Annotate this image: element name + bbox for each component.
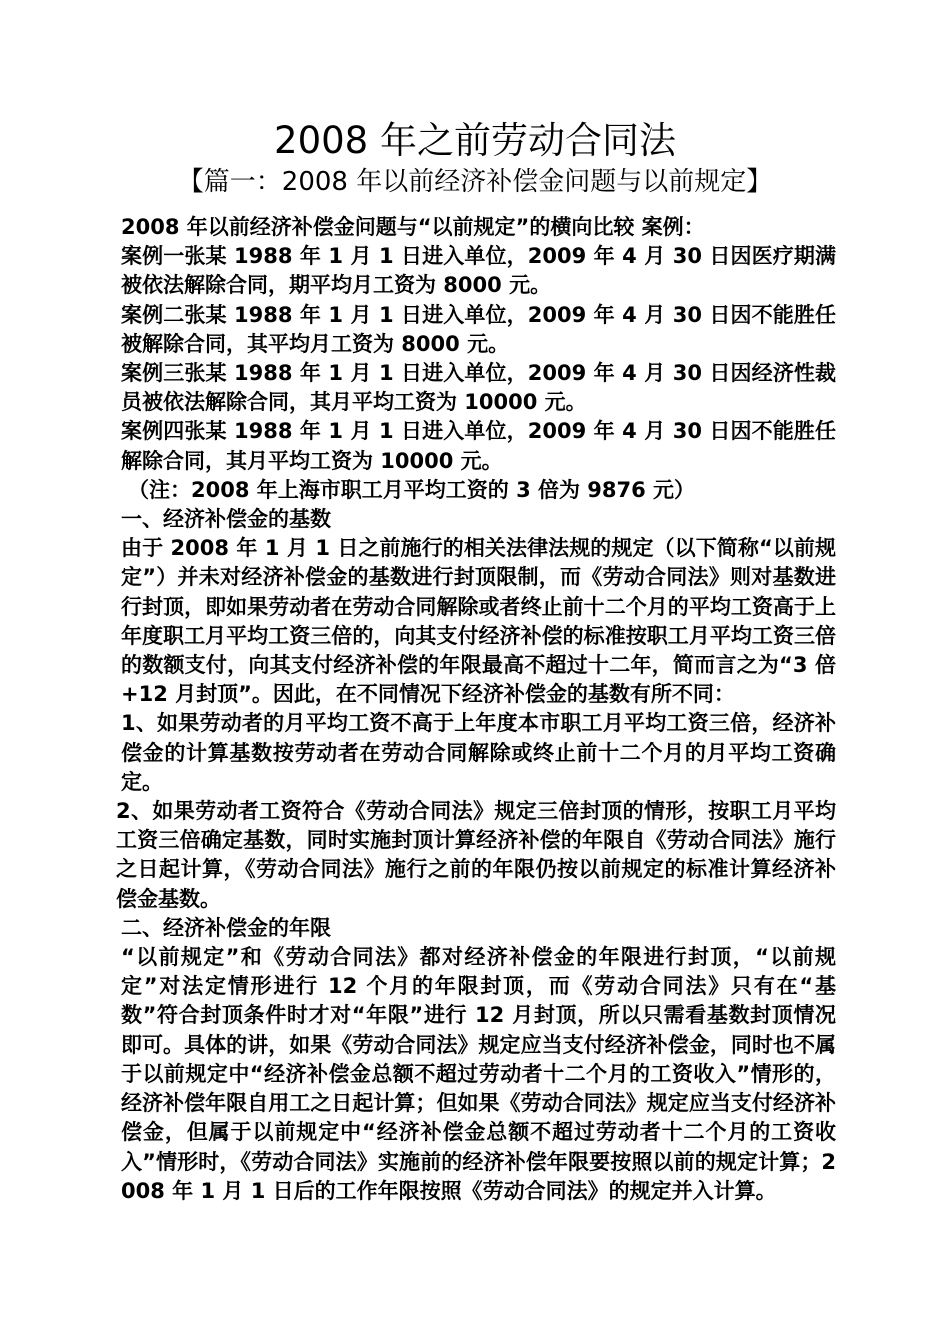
case-one-paragraph: 案例一张某 1988 年 1 月 1 日进入单位，2009 年 4 月 30 日因医疗期满被依法解除合同，期平均月工资为 8000 元。: [121, 244, 836, 298]
case-two-paragraph: 案例二张某 1988 年 1 月 1 日进入单位，2009 年 4 月 30 日因不能胜任被解除合同，其平均月工资为 8000 元。: [121, 302, 836, 356]
section-heading-base: 一、经济补偿金的基数: [121, 507, 331, 532]
intro-paragraph: 2008 年以前经济补偿金问题与“以前规定”的横向比较 案例：: [121, 215, 705, 239]
base-explanation-paragraph: 由于 2008 年 1 月 1 日之前施行的相关法律法规的规定（以下简称“以前规定”）并未对经济补偿金的基数进行封顶限制，而《劳动合同法》则对基数进行封顶，即如果劳动者在劳动合同解除或者终止前十二个月的平均工资高于上年度职工月平均工资三倍的，向其支付经济补偿的标准按职工月平均工资三倍的数额支付，向其支付经济补偿的年限最高不超过十二年，简而言之为“3 倍+12 月封顶”。因此，在不同情况下经济补偿金的基数有所不同：: [121, 536, 836, 707]
years-explanation-paragraph: “以前规定”和《劳动合同法》都对经济补偿金的年限进行封顶，“以前规定”对法定情形进行 12 个月的年限封顶，而《劳动合同法》只有在“基数”符合封顶条件时才对“年限”进行 12 月封顶，所以只需看基数封顶情况即可。具体的讲，如果《劳动合同法》规定应当支付经济补偿金，同时也不属于以前规定中“经济补偿金总额不超过劳动者十二个月的工资收入”情形的，经济补偿年限自用工之日起计算；但如果《劳动合同法》规定应当支付经济补偿金，但属于以前规定中“经济补偿金总额不超过劳动者十二个月的工资收入”情形时，《劳动合同法》实施前的经济补偿年限要按照以前的规定计算；2008 年 1 月 1 日后的工作年限按照《劳动合同法》的规定并入计算。: [121, 945, 836, 1203]
document-subtitle: 【篇一：2008 年以前经济补偿金问题与以前规定】: [177, 167, 773, 197]
section-heading-years: 二、经济补偿金的年限: [121, 915, 331, 940]
case-three-paragraph: 案例三张某 1988 年 1 月 1 日进入单位，2009 年 4 月 30 日因经济性裁员被依法解除合同，其月平均工资为 10000 元。: [121, 361, 836, 415]
document-title: 2008 年之前劳动合同法: [274, 119, 676, 162]
base-rule-two-paragraph: 2、如果劳动者工资符合《劳动合同法》规定三倍封顶的情形，按职工月平均工资三倍确定基数，同时实施封顶计算经济补偿的年限自《劳动合同法》施行之日起计算，《劳动合同法》施行之前的年限仍按以前规定的标准计算经济补偿金基数。: [116, 799, 836, 911]
base-rule-one-paragraph: 1、如果劳动者的月平均工资不高于上年度本市职工月平均工资三倍，经济补偿金的计算基数按劳动者在劳动合同解除或终止前十二个月的月平均工资确定。: [121, 711, 836, 794]
note-paragraph: （注：2008 年上海市职工月平均工资的 3 倍为 9876 元）: [128, 477, 696, 502]
document-body: [116, 213, 836, 1206]
case-four-paragraph: 案例四张某 1988 年 1 月 1 日进入单位，2009 年 4 月 30 日因不能胜任解除合同，其月平均工资为 10000 元。: [121, 419, 836, 473]
